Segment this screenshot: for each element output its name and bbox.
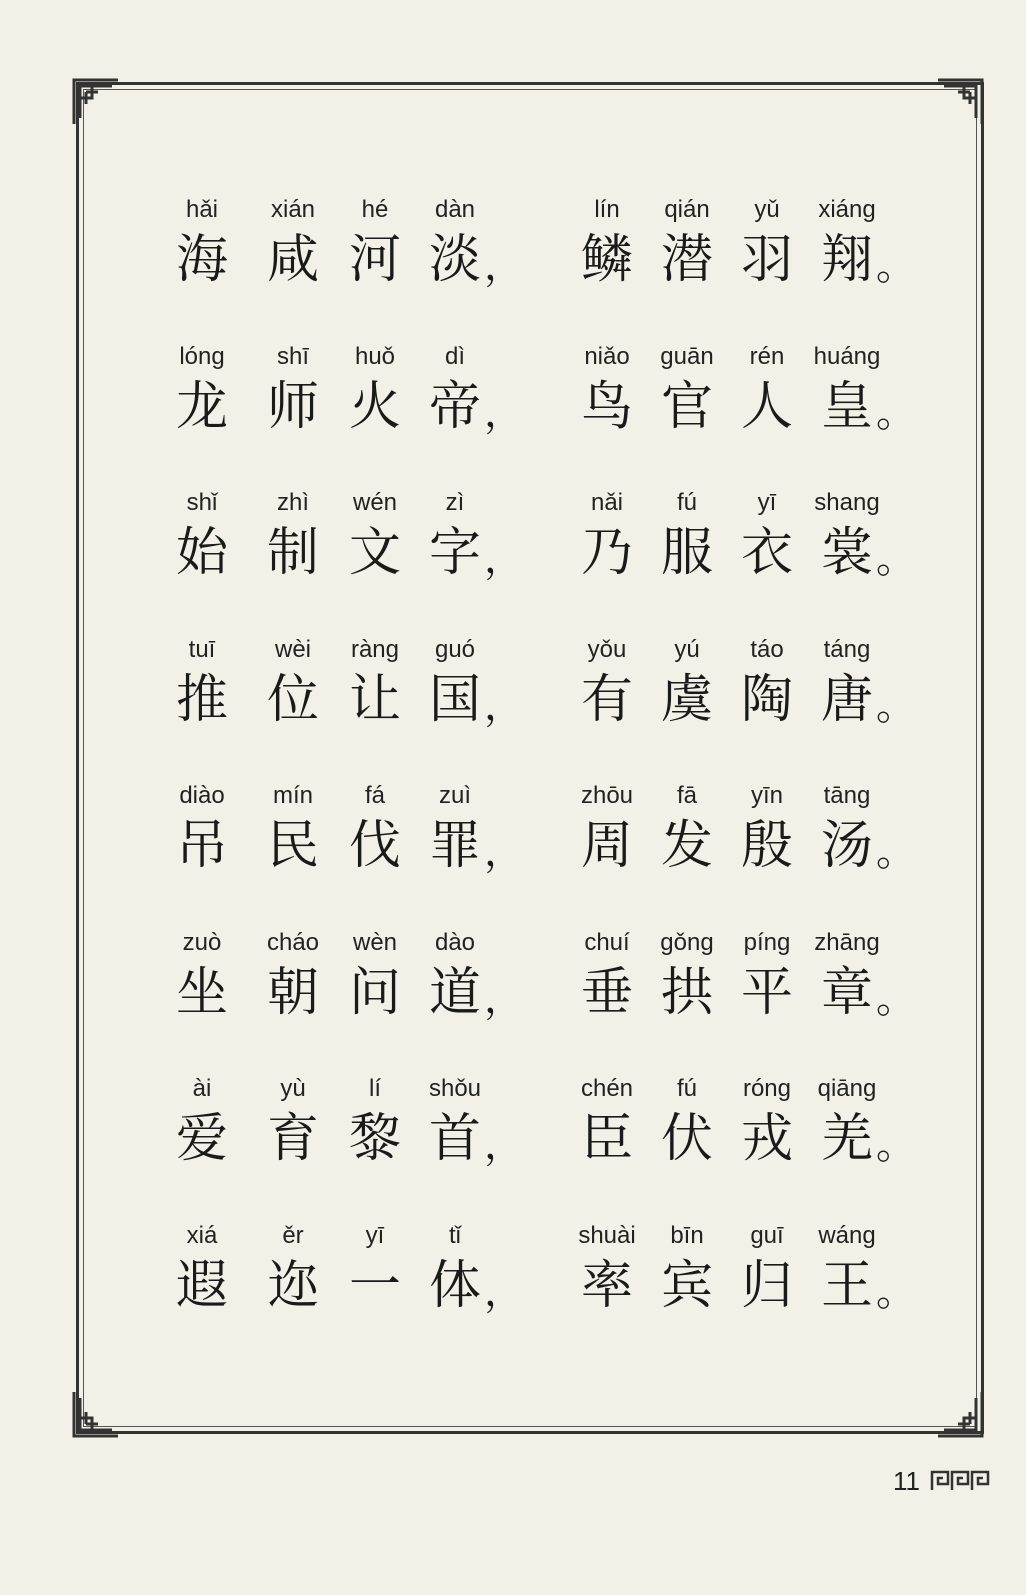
pinyin: zhāng [814, 928, 880, 956]
comma-mark: ， [484, 682, 524, 729]
hanzi: 帝 [428, 376, 481, 437]
pinyin: dì [444, 342, 465, 370]
pinyin: fú [676, 489, 697, 516]
hanzi: 火 [348, 376, 401, 437]
pinyin: dào [434, 928, 476, 956]
hanzi: 问 [348, 962, 401, 1023]
hanzi: 推 [175, 669, 228, 730]
hanzi: 汤 [820, 816, 873, 876]
pinyin: zuì [438, 782, 471, 809]
hanzi: 制 [266, 523, 319, 583]
pinyin: nǎi [590, 489, 624, 516]
hanzi: 育 [266, 1109, 319, 1169]
comma-mark: ， [484, 536, 524, 582]
hanzi: 朝 [266, 962, 319, 1023]
hanzi: 字 [428, 523, 481, 583]
hanzi: 爱 [175, 1109, 228, 1169]
pinyin: wèn [352, 928, 398, 956]
pinyin: fú [676, 1075, 697, 1102]
hanzi: 河 [348, 230, 401, 290]
hanzi: 鸟 [580, 376, 633, 437]
pinyin: huáng [813, 342, 881, 370]
pinyin: zhì [276, 489, 309, 516]
pinyin: róng [742, 1075, 792, 1102]
pinyin: ài [192, 1075, 212, 1102]
pinyin: rén [749, 342, 785, 370]
pinyin: wén [352, 489, 398, 516]
pinyin: bīn [670, 1221, 704, 1249]
hanzi: 迩 [266, 1255, 319, 1316]
verse-line [0, 929, 1026, 1069]
pinyin: shī [276, 342, 309, 370]
pinyin: shǒu [428, 1075, 482, 1102]
hanzi: 文 [348, 523, 401, 583]
pinyin: yī [365, 1221, 385, 1249]
pinyin: chuí [584, 928, 630, 956]
pinyin: xiá [186, 1221, 218, 1249]
period-mark: 。 [876, 975, 916, 1022]
verse-line [0, 636, 1026, 776]
hanzi: 黎 [348, 1109, 401, 1169]
hanzi: 有 [580, 669, 633, 730]
pinyin: lín [594, 196, 620, 223]
hanzi: 宾 [660, 1255, 713, 1316]
hanzi: 伏 [660, 1109, 713, 1169]
pinyin: hé [361, 196, 389, 223]
hanzi: 一 [348, 1255, 401, 1316]
hanzi: 始 [175, 523, 228, 583]
pinyin: huǒ [354, 342, 396, 370]
hanzi: 王 [820, 1255, 873, 1316]
pinyin: yī [757, 489, 777, 516]
hanzi: 潜 [660, 230, 713, 290]
pinyin: ěr [282, 1221, 304, 1249]
pinyin: qián [664, 196, 710, 223]
hanzi: 归 [740, 1255, 793, 1316]
hanzi: 人 [740, 376, 793, 437]
pinyin: xián [270, 196, 316, 223]
hanzi: 戎 [740, 1109, 793, 1169]
pinyin: yīn [750, 782, 783, 809]
hanzi: 垂 [580, 962, 633, 1023]
pinyin: niǎo [584, 342, 630, 370]
pinyin: lí [369, 1075, 381, 1102]
hanzi: 淡 [428, 230, 481, 290]
hanzi: 民 [266, 816, 319, 876]
pinyin: tǐ [449, 1221, 461, 1249]
hanzi: 咸 [266, 230, 319, 290]
verse-line [0, 1075, 1026, 1215]
hanzi: 国 [428, 669, 481, 730]
pinyin: táng [823, 635, 871, 663]
pinyin: fá [364, 782, 385, 809]
pinyin: zhōu [580, 782, 634, 809]
verse-line [0, 1222, 1026, 1362]
hanzi: 翔 [820, 230, 873, 290]
hanzi: 唐 [820, 669, 873, 730]
hanzi: 龙 [175, 376, 228, 437]
hanzi: 虞 [660, 669, 713, 730]
pinyin: fā [676, 782, 697, 809]
pinyin: shǐ [186, 489, 218, 516]
verse-line [0, 489, 1026, 629]
verse-line [0, 343, 1026, 483]
pinyin: xiáng [818, 196, 876, 223]
pinyin: guān [660, 342, 714, 370]
pinyin: zì [445, 489, 465, 516]
pinyin: wèi [274, 635, 311, 663]
pinyin: yǒu [587, 635, 627, 663]
period-mark: 。 [876, 682, 916, 729]
page-number: 11 [893, 1466, 920, 1496]
pinyin: yǔ [754, 196, 780, 223]
comma-mark: ， [484, 1268, 524, 1315]
hanzi: 周 [580, 816, 633, 876]
pinyin: zuò [182, 928, 222, 956]
pinyin: yú [674, 635, 700, 663]
pinyin: ràng [350, 635, 400, 663]
hanzi: 发 [660, 816, 713, 876]
period-mark: 。 [876, 829, 916, 875]
pinyin: píng [743, 928, 791, 956]
pinyin: shang [814, 489, 880, 516]
hanzi: 让 [348, 669, 401, 730]
hanzi: 率 [580, 1255, 633, 1316]
verse-line [0, 782, 1026, 922]
pinyin: gǒng [660, 928, 714, 956]
hanzi: 首 [428, 1109, 481, 1169]
pinyin: táo [750, 635, 784, 663]
pinyin: tuī [188, 635, 216, 663]
comma-mark: ， [484, 1122, 524, 1168]
pinyin: chén [580, 1075, 634, 1102]
hanzi: 吊 [175, 816, 228, 876]
pinyin: dàn [434, 196, 476, 223]
pinyin: guó [434, 635, 476, 663]
hanzi: 体 [428, 1255, 481, 1316]
hanzi: 平 [740, 962, 793, 1023]
period-mark: 。 [876, 536, 916, 582]
pinyin: wáng [818, 1221, 876, 1249]
pinyin: cháo [266, 928, 320, 956]
hanzi: 章 [820, 962, 873, 1023]
hanzi: 罪 [428, 816, 481, 876]
hanzi: 臣 [580, 1109, 633, 1169]
hanzi: 殷 [740, 816, 793, 876]
pinyin: hǎi [185, 196, 219, 223]
hanzi: 衣 [740, 523, 793, 583]
hanzi: 道 [428, 962, 481, 1023]
hanzi: 拱 [660, 962, 713, 1023]
hanzi: 坐 [175, 962, 228, 1023]
period-mark: 。 [876, 1268, 916, 1315]
period-mark: 。 [876, 243, 916, 289]
comma-mark: ， [484, 243, 524, 289]
comma-mark: ， [484, 829, 524, 875]
hanzi: 官 [660, 376, 713, 437]
hanzi: 鳞 [580, 230, 633, 290]
period-mark: 。 [876, 1122, 916, 1168]
hanzi: 师 [266, 376, 319, 437]
hanzi: 遐 [175, 1255, 228, 1316]
period-mark: 。 [876, 389, 916, 436]
comma-mark: ， [484, 389, 524, 436]
pinyin: shuài [578, 1221, 636, 1249]
pinyin: mín [272, 782, 313, 809]
pinyin: qiāng [817, 1075, 877, 1102]
pinyin: guī [750, 1221, 784, 1249]
hanzi: 乃 [580, 523, 633, 583]
hanzi: 服 [660, 523, 713, 583]
fret-pattern-icon [930, 1470, 990, 1492]
hanzi: 伐 [348, 816, 401, 876]
hanzi: 位 [266, 669, 319, 730]
verse-line [0, 196, 1026, 336]
hanzi: 海 [175, 230, 228, 290]
comma-mark: ， [484, 975, 524, 1022]
hanzi: 裳 [820, 523, 873, 583]
hanzi: 羽 [740, 230, 793, 290]
pinyin: diào [179, 782, 225, 809]
hanzi: 羌 [820, 1109, 873, 1169]
pinyin: yù [280, 1075, 306, 1102]
pinyin: lóng [179, 342, 225, 370]
hanzi: 陶 [740, 669, 793, 730]
hanzi: 皇 [820, 376, 873, 437]
pinyin: tāng [823, 782, 871, 809]
